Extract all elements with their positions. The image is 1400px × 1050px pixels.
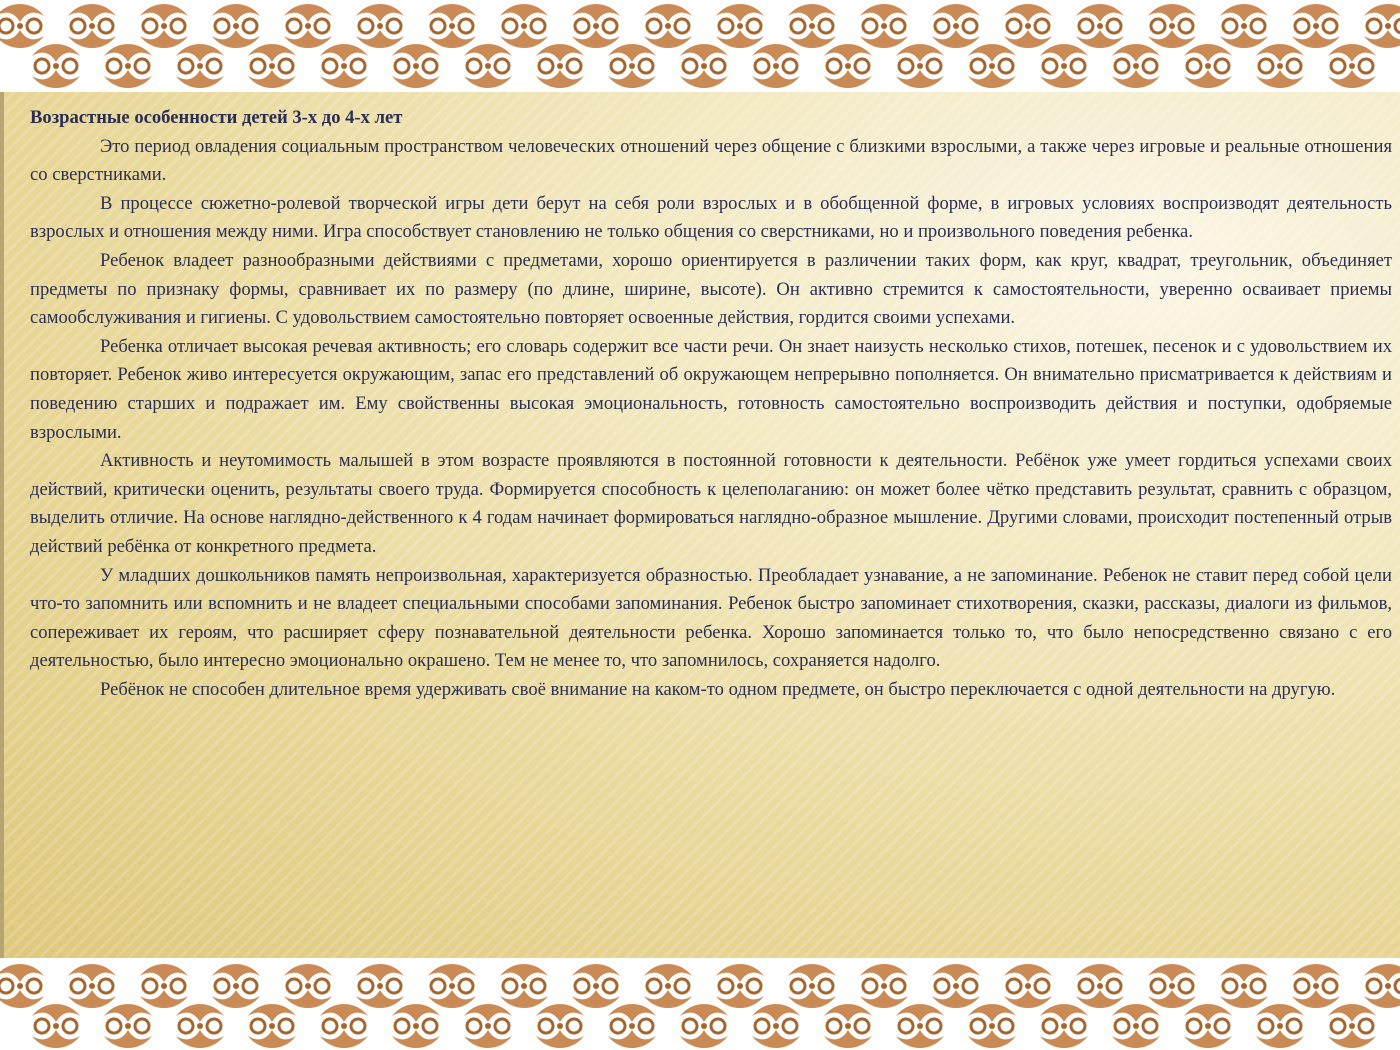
ornament-motif xyxy=(1256,1004,1304,1048)
slide-title: Возрастные особенности детей 3-х до 4-х лет xyxy=(30,107,403,128)
ornament-motif xyxy=(176,1004,224,1048)
ornament-motif xyxy=(1112,44,1160,88)
ornament-motif xyxy=(68,4,116,48)
paragraph: Ребенок владеет разнообразными действиями с предметами, хорошо ориентируется в различении таких форм, как круг, квадрат, треугольник, объединяет предметы по признаку формы, сравнивает их по размеру (по длине, ширине, высоте). Он активно стремится к самостоятельности, уверенно осваивает приемы самообслуживания и гигиены. С удовольствием самостоятельно повторяет освоенные действия, гордится своими успехами. xyxy=(30,249,1392,329)
ornament-motif xyxy=(428,4,476,48)
ornament-motif xyxy=(680,44,728,88)
paragraph: Это период овладения социальным пространством человеческих отношений через общение с близкими взрослыми, а также через игровые и реальные отношения со сверстниками. xyxy=(30,135,1392,186)
ornament-motif xyxy=(644,4,692,48)
ornament-motif xyxy=(140,4,188,48)
ornament-motif xyxy=(788,964,836,1008)
ornament-motif xyxy=(1040,44,1088,88)
ornament-motif xyxy=(140,964,188,1008)
ornament-motif xyxy=(248,1004,296,1048)
ornament-motif xyxy=(788,4,836,48)
ornament-motif xyxy=(1184,1004,1232,1048)
ornament-motif xyxy=(1364,964,1400,1008)
ornament-motif xyxy=(968,44,1016,88)
ornament-motif xyxy=(860,964,908,1008)
ornament-motif xyxy=(1220,4,1268,48)
ornament-motif xyxy=(500,964,548,1008)
ornament-motif xyxy=(1112,1004,1160,1048)
ornament-motif xyxy=(932,4,980,48)
ornament-motif xyxy=(356,964,404,1008)
ornament-motif xyxy=(320,44,368,88)
ornament-motif xyxy=(1220,964,1268,1008)
ornament-motif xyxy=(1328,1004,1376,1048)
ornament-motif xyxy=(0,4,44,48)
ornament-motif xyxy=(752,44,800,88)
paragraph: Ребёнок не способен длительное время удерживать своё внимание на каком-то одном предмете, он быстро переключается с одной деятельности на другую. xyxy=(100,678,1336,700)
ornament-motif xyxy=(320,1004,368,1048)
ornament-motif xyxy=(860,4,908,48)
ornament-motif xyxy=(104,1004,152,1048)
ornament-motif xyxy=(824,1004,872,1048)
ornament-motif xyxy=(392,44,440,88)
ornament-motif xyxy=(464,1004,512,1048)
ornament-motif xyxy=(248,44,296,88)
ornament-motif xyxy=(716,4,764,48)
bottom-ornament-svg xyxy=(0,958,1400,1050)
ornament-motif xyxy=(0,964,44,1008)
ornament-motif xyxy=(896,44,944,88)
ornament-motif xyxy=(500,4,548,48)
ornament-motif xyxy=(536,1004,584,1048)
ornament-motif xyxy=(1364,4,1400,48)
ornament-motif xyxy=(896,1004,944,1048)
ornament-motif xyxy=(608,1004,656,1048)
ornament-motif xyxy=(392,1004,440,1048)
ornament-motif xyxy=(824,44,872,88)
ornament-motif xyxy=(680,1004,728,1048)
ornament-motif xyxy=(212,4,260,48)
ornament-motif xyxy=(1040,1004,1088,1048)
ornament-motif xyxy=(104,44,152,88)
ornament-motif xyxy=(284,4,332,48)
ornament-row xyxy=(32,44,1400,88)
ornament-motif xyxy=(1076,964,1124,1008)
ornament-motif xyxy=(644,964,692,1008)
ornament-motif xyxy=(932,964,980,1008)
ornament-motif xyxy=(32,1004,80,1048)
top-ornament-border xyxy=(0,0,1400,92)
bottom-ornament-border xyxy=(0,958,1400,1050)
ornament-motif xyxy=(608,44,656,88)
ornament-motif xyxy=(1076,4,1124,48)
ornament-motif xyxy=(284,964,332,1008)
ornament-motif xyxy=(968,1004,1016,1048)
ornament-motif xyxy=(572,964,620,1008)
ornament-motif xyxy=(428,964,476,1008)
paragraph: У младших дошкольников память непроизвольная, характеризуется образностью. Преобладает узнавание, а не запоминание. Ребенок не ставит перед собой цели что-то запомнить или вспомнить и не владеет специальными способами запоминания. Ребенок быстро запоминает стихотворения, сказки, рассказы, диалоги из фильмов, сопереживает их героям, что расширяет сферу познавательной деятельности ребенка. Хорошо запоминается только то, что было непосредственно связано с его деятельностью, было интересно эмоционально окрашено. Тем не менее то, что запомнилось, сохраняется надолго. xyxy=(30,564,1392,672)
ornament-motif xyxy=(1184,44,1232,88)
ornament-motif xyxy=(1004,4,1052,48)
ornament-motif xyxy=(1148,964,1196,1008)
ornament-motif xyxy=(1292,964,1340,1008)
ornament-motif xyxy=(536,44,584,88)
ornament-motif xyxy=(1292,4,1340,48)
ornament-motif xyxy=(68,964,116,1008)
ornament-motif xyxy=(1256,44,1304,88)
paragraph: Активность и неутомимость малышей в этом возрасте проявляются в постоянной готовности к деятельности. Ребёнок уже умеет гордиться успехами своих действий, критически оценить, результаты своего труда. Формируется способность к целеполаганию: он может более чётко представить результат, сравнить с образцом, выделить отличие. На основе наглядно-действенного к 4 годам начинает формироваться наглядно-образное мышление. Другими словами, происходит постепенный отрыв действий ребёнка от конкретного предмета. xyxy=(30,450,1392,557)
ornament-row xyxy=(32,1004,1400,1048)
ornament-motif xyxy=(212,964,260,1008)
paragraph: Ребенка отличает высокая речевая активность; его словарь содержит все части речи. Он знает наизусть несколько стихов, потешек, песенок и с удовольствием их повторяет. Ребенок живо интересуется окружающим, запас его представлений об окружающем непрерывно пополняется. Он внимательно присматривается к действиям и поведению старших и подражает им. Ему свойственны высокая эмоциональность, готовность самостоятельно воспроизводить действия и поступки, одобряемые взрослыми. xyxy=(30,335,1392,443)
ornament-motif xyxy=(752,1004,800,1048)
ornament-motif xyxy=(1148,4,1196,48)
ornament-motif xyxy=(1328,44,1376,88)
slide-text xyxy=(30,104,1392,704)
ornament-motif xyxy=(464,44,512,88)
ornament-row xyxy=(0,964,1400,1008)
paragraph: В процессе сюжетно-ролевой творческой игры дети берут на себя роли взрослых и в обобщенной форме, в игровых условиях воспроизводят деятельность взрослых и отношения между ними. Игра способствует становлению не только общения со сверстниками, но и произвольного поведения ребенка. xyxy=(30,192,1392,243)
ornament-row xyxy=(0,4,1400,48)
ornament-motif xyxy=(176,44,224,88)
ornament-motif xyxy=(1004,964,1052,1008)
top-ornament-svg xyxy=(0,0,1400,92)
ornament-motif xyxy=(716,964,764,1008)
ornament-motif xyxy=(356,4,404,48)
panel-edge xyxy=(0,92,4,958)
content-panel xyxy=(0,92,1400,958)
ornament-motif xyxy=(32,44,80,88)
ornament-motif xyxy=(572,4,620,48)
